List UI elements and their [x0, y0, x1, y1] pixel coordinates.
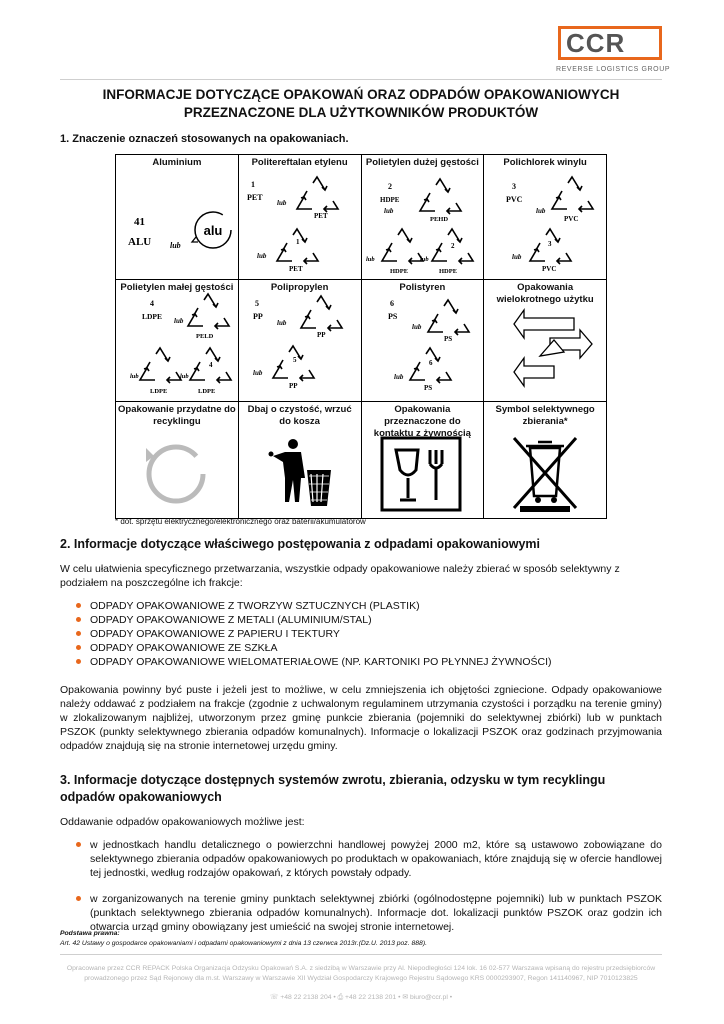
list-item: ODPADY OPAKOWANIOWE Z TWORZYW SZTUCZNYCH (PLASTIK)	[60, 599, 662, 613]
svg-text:4: 4	[209, 361, 213, 369]
cell-weee: Symbol selektywnego zbierania*	[484, 402, 607, 519]
svg-text:PVC: PVC	[542, 265, 557, 273]
svg-text:LDPE: LDPE	[142, 312, 163, 321]
svg-text:PVC: PVC	[564, 215, 579, 223]
svg-text:HDPE: HDPE	[389, 268, 408, 275]
svg-text:2: 2	[387, 182, 392, 191]
recycle-loop-icon	[116, 402, 238, 518]
svg-text:lub: lub	[180, 373, 189, 380]
footer-divider	[60, 954, 662, 955]
cell-recyclable: Opakowanie przydatne do recyklingu	[116, 402, 239, 519]
svg-text:LDPE: LDPE	[150, 388, 168, 395]
symbols-table	[115, 154, 607, 519]
svg-text:LDPE: LDPE	[198, 388, 216, 395]
svg-text:lub: lub	[252, 369, 263, 377]
svg-text:lub: lub	[536, 207, 546, 215]
svg-text:PET: PET	[246, 193, 263, 202]
pp-recycle-icon	[239, 280, 361, 401]
hdpe-recycle-icon	[362, 155, 484, 279]
cell-hdpe: Polietylen dużej gęstości 2 HDPE lub PEHD lub lub HDPE 2 HDPE	[361, 155, 484, 280]
svg-text:PS: PS	[443, 335, 452, 343]
cell-pvc: Polichlorek winylu 3 PVC lub PVC lub 3 PVC	[484, 155, 607, 280]
svg-text:PELD: PELD	[196, 333, 214, 340]
svg-text:3: 3	[512, 182, 517, 191]
svg-text:5: 5	[292, 356, 297, 364]
svg-text:5: 5	[254, 299, 259, 308]
fractions-list	[60, 599, 662, 669]
glass-fork-icon	[362, 402, 484, 518]
tidyman-icon	[239, 402, 361, 518]
svg-text:HDPE: HDPE	[379, 196, 399, 204]
svg-text:PP: PP	[252, 312, 263, 321]
svg-text:ALU: ALU	[128, 236, 152, 248]
svg-text:4: 4	[150, 299, 154, 308]
svg-text:lub: lub	[276, 199, 287, 207]
section3-heading: 3. Informacje dotyczące dostępnych systemów zwrotu, zbierania, odzysku w tym recyklingu odpadów opakowaniowych	[60, 773, 606, 804]
list-item: ODPADY OPAKOWANIOWE Z PAPIERU I TEKTURY	[60, 627, 662, 641]
list-item: w jednostkach handlu detalicznego o powierzchni handlowej powyżej 2000 m2, które są ustawowo zobowiązane do selektywnego zbierania odpadów opakowaniowych po produktach w opakowaniach, które znajdują się w ofercie handlowej tej jednostki, według rodzajów opakowań, z których powstały odpady.	[60, 838, 662, 880]
svg-text:lub: lub	[256, 252, 267, 260]
cell-reusable: Opakowania wielokrotnego użytku	[484, 280, 607, 402]
ldpe-recycle-icon	[116, 280, 238, 401]
crossed-bin-icon	[484, 402, 606, 518]
ps-recycle-icon	[362, 280, 484, 401]
footer-info: Opracowane przez CCR REPACK Polska Organizacja Odzysku Opakowań S.A. z siedzibą w Warszawie przy Al. Niepodległości 124 lok. 16 02-577 Warszawa wpisaną do rejestru przedsiębiorców prowadzonego przez Sąd Rejonowy dla m.st. Warszawy w Warszawie XII Wydział Gospodarczy Krajowego Rejestru Sądowego KRS 0000293907, Regon 141140967, NIP 7010123825	[66, 965, 656, 982]
list-item: ODPADY OPAKOWANIOWE WIELOMATERIAŁOWE (NP. KARTONIKI PO PŁYNNEJ ŻYWNOŚCI)	[60, 655, 662, 669]
list-item: ODPADY OPAKOWANIOWE Z METALI (ALUMINIUM/STAL)	[60, 613, 662, 627]
svg-text:PET: PET	[288, 265, 303, 273]
cell-pet: Politereftalan etylenu 1 PET lub PET lub 1 PET	[238, 155, 361, 280]
svg-text:lub: lub	[365, 256, 375, 263]
svg-text:PS: PS	[387, 312, 397, 321]
svg-text:PEHD: PEHD	[429, 216, 448, 223]
header-divider	[60, 79, 662, 80]
section2-heading: 2. Informacje dotyczące właściwego postępowania z odpadami opakowaniowymi	[60, 537, 540, 551]
section2-intro: W celu ułatwienia specyficznego przetwarzania, wszystkie odpady opakowaniowe należy zbierać w sposób selektywny z podziałem na poszczególne ich frakcje:	[60, 563, 620, 589]
section1-heading: 1. Znaczenie oznaczeń stosowanych na opakowaniach.	[60, 133, 349, 145]
cell-food: Opakowania przeznaczone do kontaktu z żywnością	[361, 402, 484, 519]
page-title: INFORMACJE DOTYCZĄCE OPAKOWAŃ ORAZ ODPADÓW OPAKOWANIOWYCH PRZEZNACZONE DLA UŻYTKOWNIKÓW PRODUKTÓW	[102, 87, 620, 120]
svg-text:3: 3	[548, 240, 552, 248]
cell-pp: Polipropylen 5 PP lub PP lub 5 PP	[238, 280, 361, 402]
logo: CCR	[566, 28, 626, 58]
logo-subtitle: REVERSE LOGISTICS GROUP	[556, 66, 671, 73]
footer-contact: ☏ +48 22 2138 204 • ⎙ +48 22 2138 201 • ✉ biuro@ccr.pl •	[269, 994, 453, 1001]
svg-text:PP: PP	[316, 331, 326, 339]
svg-text:lub: lub	[276, 319, 287, 327]
section3-intro: Oddawanie odpadów opakowaniowych możliwe jest:	[60, 816, 305, 828]
pet-recycle-icon	[239, 155, 361, 279]
svg-text:PVC: PVC	[506, 195, 523, 204]
return-systems-list	[60, 838, 662, 934]
svg-text:6: 6	[389, 299, 394, 308]
svg-text:2: 2	[450, 242, 454, 250]
cell-ldpe: Polietylen małej gęstości 4 LDPE lub PELD lub lub LDPE 4 LDPE	[116, 280, 239, 402]
reusable-arrows-icon	[484, 280, 606, 401]
svg-text:lub: lub	[393, 373, 403, 381]
svg-text:lub: lub	[411, 323, 421, 331]
svg-text:PS: PS	[423, 384, 432, 392]
svg-text:1: 1	[295, 238, 300, 246]
cell-aluminium: Aluminium 41 ALU lub alu	[116, 155, 239, 280]
svg-text:lub: lub	[170, 241, 181, 250]
cell-tidyman: Dbaj o czystość, wrzuć do kosza	[238, 402, 361, 519]
list-item: ODPADY OPAKOWANIOWE ZE SZKŁA	[60, 641, 662, 655]
svg-text:41: 41	[134, 216, 145, 228]
svg-text:lub: lub	[130, 373, 139, 380]
legal-basis-label: Podstawa prawna:	[60, 930, 120, 937]
svg-text:lub: lub	[383, 207, 393, 215]
svg-text:lub: lub	[419, 256, 429, 263]
svg-text:PP: PP	[288, 382, 298, 390]
symbols-footnote: * dot. sprzętu elektrycznego/elektronicznego oraz baterii/akumulatorów	[115, 517, 366, 526]
cell-ps: Polistyren 6 PS lub PS lub 6 PS	[361, 280, 484, 402]
alu-recycle-icon	[116, 155, 238, 279]
svg-text:1: 1	[250, 180, 255, 189]
svg-text:lub: lub	[174, 317, 184, 325]
svg-text:alu: alu	[203, 223, 223, 238]
pvc-recycle-icon	[484, 155, 606, 279]
svg-text:lub: lub	[512, 253, 522, 261]
svg-text:HDPE: HDPE	[438, 268, 457, 275]
legal-basis-text: Art. 42 Ustawy o gospodarce opakowaniami i odpadami opakowaniowymi z dnia 13 czerwca 2013r.(Dz.U. 2013 poz. 888).	[60, 940, 427, 947]
svg-text:PET: PET	[313, 212, 328, 220]
section2-paragraph: Opakowania powinny być puste i jeżeli jest to możliwe, w celu zmniejszenia ich objętości zgniecione. Odpady opakowaniowe należy oddawać z podziałem na frakcje (zgodnie z uchwalonym regulaminem utrzymania czystości i porządku na terenie gminy) w zlokalizowanym najbliżej, utworzonym przez gminę punkcie zbierania (pojemniki do selektywnej zbiórki) lub w punktach PSZOK (punkty selektywnego zbierania odpadów komunalnych). Informacje o lokalizacji PSZOK oraz godzinach przyjmowania odpadów znajdują się na stronie internetowej urzędu gminy.	[60, 684, 662, 752]
svg-text:6: 6	[428, 359, 432, 367]
list-item: w zorganizowanych na terenie gminy punktach selektywnej zbiórki (ogólnodostępne pojemniki) lub w punktach PSZOK (punktach selektywnego zbierania odpadów komunalnych). Informacje dot. lokalizacji punktów PSZOK oraz godzin ich otwarcia urząd gminy obowiązany jest umieścić na swojej stronie internetowej.	[60, 892, 662, 934]
